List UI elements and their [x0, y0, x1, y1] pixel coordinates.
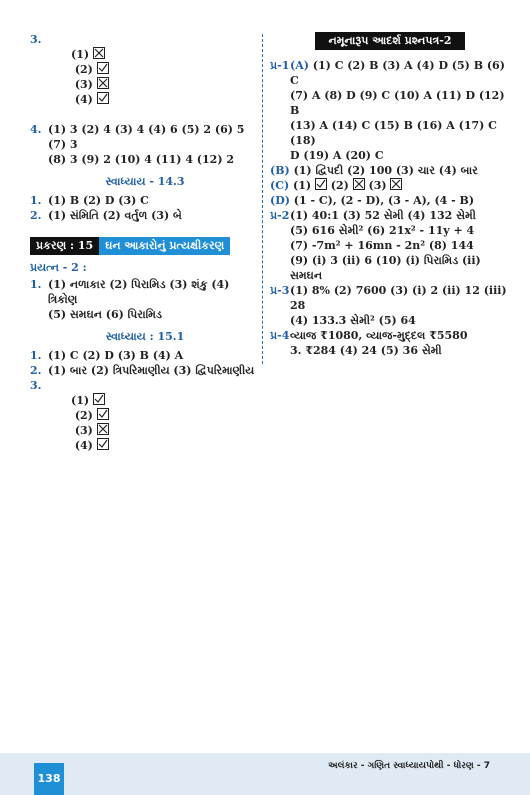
x-mark-icon — [353, 178, 365, 190]
answer-row-p4 — [270, 328, 510, 358]
answer-row-p3 — [270, 283, 510, 328]
item-number: 4. — [30, 123, 42, 136]
item-number: 1. — [30, 194, 42, 207]
column-divider — [262, 34, 263, 364]
item-number: 2. — [30, 209, 42, 222]
x-mark-icon — [97, 423, 109, 435]
answer-row-1 — [30, 193, 260, 208]
item-number: 1. — [30, 349, 42, 362]
section-heading: સ્વાધ્યાય - 14.3 — [105, 175, 185, 188]
answer-text: (1) નળાકાર (2) પિરામિડ (3) શંકુ (4) ત્રિકોણ (5) સમઘન (6) પિરામિડ — [48, 278, 230, 321]
answer-row-p2 — [270, 208, 510, 283]
book-title: અલંકાર - ગણિત સ્વાધ્યાયપોથી - ધોરણ - 7 — [328, 761, 490, 771]
item-number: 3. — [30, 379, 42, 392]
x-mark-icon — [390, 178, 402, 190]
attempt-heading: પ્રયત્ન - 2 : — [30, 261, 87, 274]
x-mark-icon — [97, 77, 109, 89]
chapter-title: ઘન આકારોનું પ્રત્યક્ષીકરણ — [99, 237, 230, 255]
answer-row-c — [270, 178, 510, 193]
answer-text: (C) (1) (2) (3) — [270, 178, 402, 193]
check-mark-icon — [97, 408, 109, 420]
answer-text: (1) બાર (2) ત્રિપરિમાણીય (3) દ્વિપરિમાણીય — [48, 364, 255, 377]
answer-text: વ્યાજ ₹1080, વ્યાજ-મુદ્દલ ₹5580 3. ₹284 (4) 24 (5) 36 સેમી — [290, 329, 468, 357]
answer-row-b — [270, 163, 510, 178]
answer-text: (B) (1) દ્વિપદી (2) 100 (3) ચાર (4) બાર — [270, 164, 478, 177]
check-mark-icon — [93, 393, 105, 405]
page-footer — [0, 753, 530, 795]
answer-row-2 — [30, 208, 260, 223]
answer-text: (1) સંમિતિ (2) વર્તુળ (3) બે — [48, 209, 182, 222]
answer-text: (1) 8% (2) 7600 (3) (i) 2 (ii) 12 (iii) 28 (4) 133.3 સેમી² (5) 64 — [290, 284, 507, 327]
answer-row-1 — [30, 348, 260, 363]
left-column — [30, 32, 260, 468]
chapter-number: પ્રકરણ : 15 — [30, 237, 99, 255]
question-label: પ્ર-4 — [270, 329, 290, 342]
answer-row-d — [270, 193, 510, 208]
answer-text: (1) 3 (2) 4 (3) 4 (4) 6 (5) 2 (6) 5 (7) 3 (8) 3 (9) 2 (10) 4 (11) 4 (12) 2 — [48, 123, 245, 166]
answer-row-2 — [30, 363, 260, 378]
answer-row-3 — [30, 378, 260, 468]
answer-text: (D) (1 - C), (2 - D), (3 - A), (4 - B) — [270, 194, 475, 207]
item-number: 1. — [30, 278, 42, 291]
item-number: 2. — [30, 364, 42, 377]
answer-row-1 — [30, 277, 260, 322]
answer-text: (1) B (2) D (3) C — [48, 194, 149, 207]
check-mark-icon — [97, 438, 109, 450]
answer-text: (1) (2) (3) (4) — [48, 378, 109, 468]
model-paper-heading: નમૂનારૂપ આદર્શ પ્રશ્નપત્ર-2 — [315, 32, 465, 50]
answer-row-4 — [30, 122, 260, 167]
answer-text: (A) (1) C (2) B (3) A (4) D (5) B (6) C (7) A (8) D (9) C (10) A (11) D (12) B (13) A (14) C (15) B (16) A (17) C (18) D (19) A (20) C — [290, 59, 505, 162]
question-label: પ્ર-2 — [270, 209, 290, 222]
answer-row-p1 — [270, 58, 510, 163]
item-number: 3. — [30, 33, 42, 46]
question-label: પ્ર-3 — [270, 284, 290, 297]
x-mark-icon — [93, 47, 105, 59]
answer-text: (1) C (2) D (3) B (4) A — [48, 349, 184, 362]
check-mark-icon — [97, 62, 109, 74]
answer-row-3 — [30, 32, 260, 122]
check-mark-icon — [315, 178, 327, 190]
check-mark-icon — [97, 92, 109, 104]
page-number: 138 — [34, 763, 64, 795]
answer-text: (1) 40:1 (3) 52 સેમી (4) 132 સેમી (5) 616 સેમી² (6) 21x² - 11y + 4 (7) -7m² + 16mn - 2n² (8) 144 (9) (i) 3 (ii) 6 (10) (i) પિરામિડ (ii) સમઘન — [290, 209, 481, 282]
chapter-banner — [30, 237, 260, 255]
right-column — [270, 32, 510, 358]
section-heading: સ્વાધ્યાય : 15.1 — [105, 330, 185, 343]
answer-text: (1) (2) (3) (4) — [48, 32, 109, 122]
question-label: પ્ર-1 — [270, 59, 290, 72]
